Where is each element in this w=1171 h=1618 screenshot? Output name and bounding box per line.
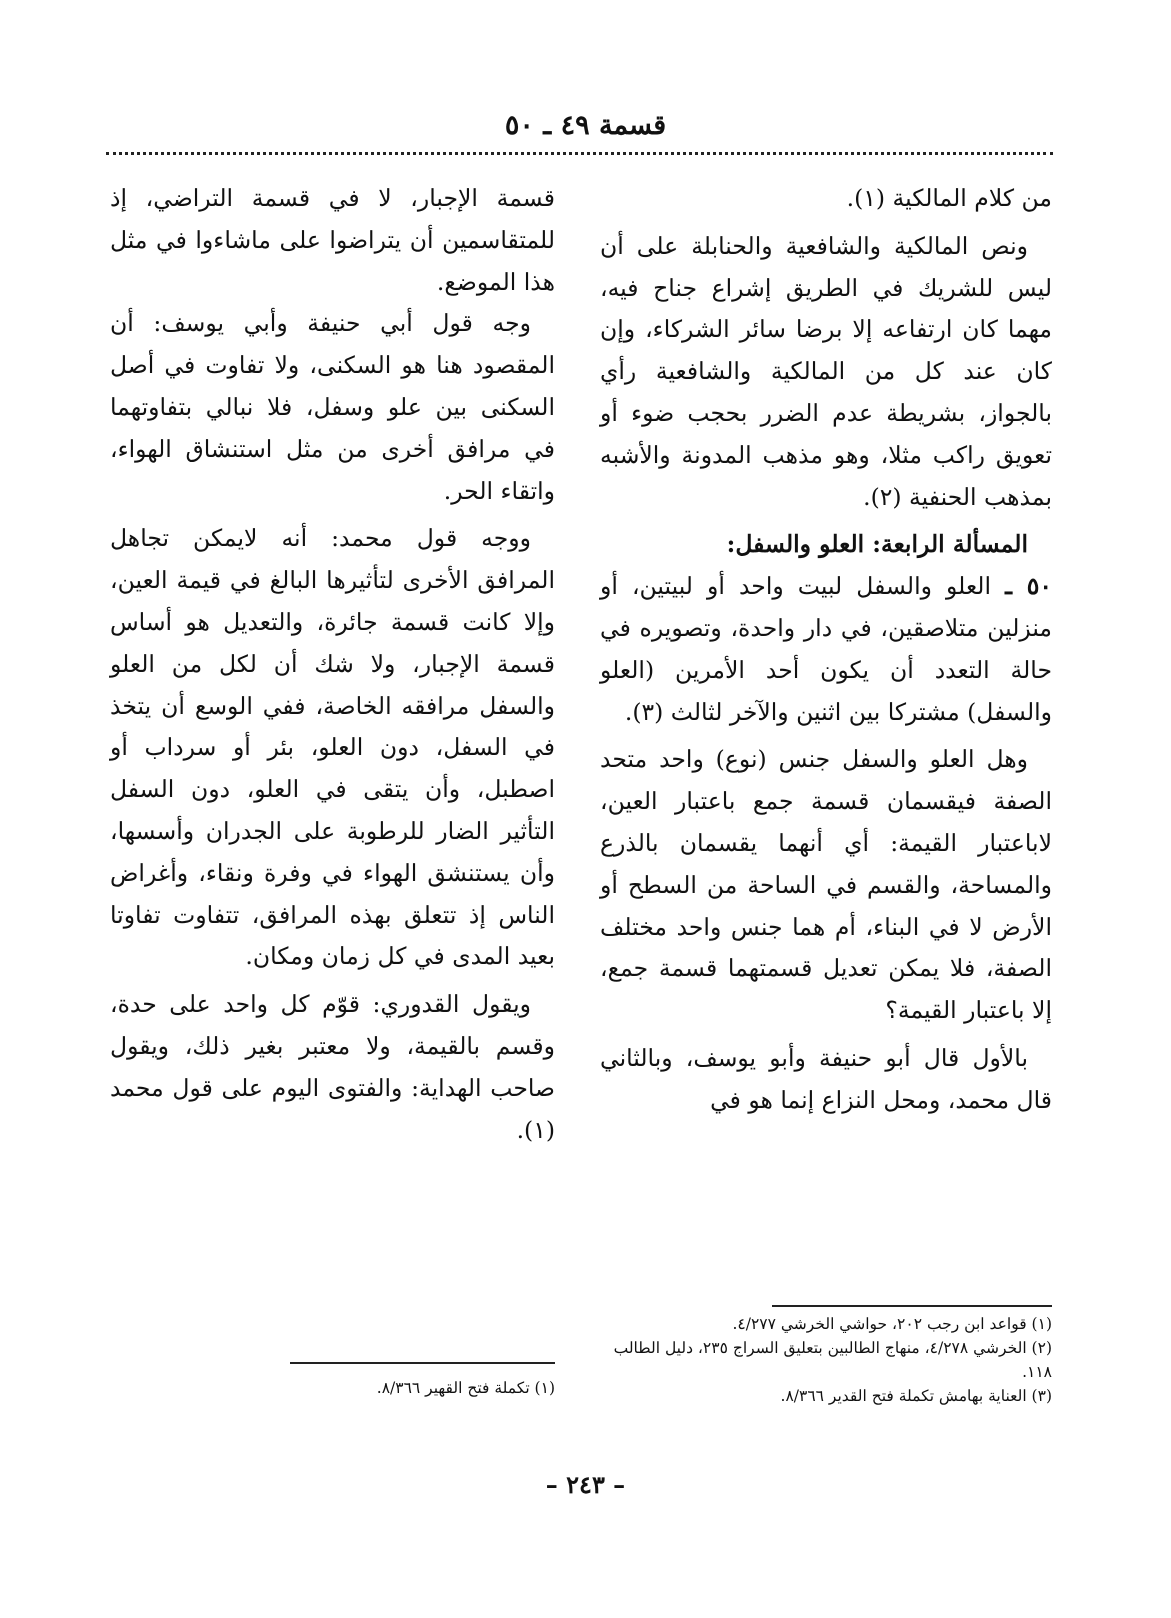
header-dotted-rule [106,152,1053,155]
right-footnote-rule [772,1305,1052,1307]
right-paragraph-2: ونص المالكية والشافعية والحنابلة على أن ليس للشريك في الطريق إشراع جناح فيه، مهما كان ارتفاعه إلا برضا سائر الشركاء، وإن كان عند كل من المالكية والشافعية رأي بالجواز، بشريطة عدم الضرر بحجب ضوء أو تعويق راكب مثلا، وهو مذهب المدونة والأشبه بمذهب الحنفية (٢). [600,231,1052,511]
left-paragraph-3: ووجه قول محمد: أنه لايمكن تجاهل المرافق الأخرى لتأثيرها البالغ في قيمة العين، وإلا كانت قسمة جائرة، والتعديل هو أساس قسمة الإجبار، ولا شك أن لكل من العلو والسفل مرافقه الخاصة، ففي الوسع أن يتخذ في السفل، دون العلو، بئر أو سرداب أو اصطبل، وأن يتقى في العلو، دون السفل التأثير الضار للرطوبة على الجدران وأسسها، وأن يستنشق الهواء في وفرة ونقاء، وأغراض الناس إذ تتعلق بهذه المرافق، تتفاوت تفاوتا بعيد المدى في كل زمان ومكان. [110,524,555,971]
right-paragraph-1: من كلام المالكية (١). [846,184,1052,212]
left-paragraph-1: قسمة الإجبار، لا في قسمة التراضي، إذ للمتقاسمين أن يتراضوا على ماشاءوا في مثل هذا الموضع. [110,184,555,296]
right-column [600,178,1052,1122]
right-paragraph-5: بالأول قال أبو حنيفة وأبو يوسف، وبالثاني قال محمد، ومحل النزاع إنما هو في [600,1043,1052,1114]
left-column [110,178,555,1151]
footnote-item: (١) قواعد ابن رجب ٢٠٢، حواشي الخرشي ٤/٢٧٧. [732,1315,1052,1333]
left-paragraph-2: وجه قول أبي حنيفة وأبي يوسف: أن المقصود هنا هو السكنى، ولا تفاوت في أصل السكنى بين علو وسفل، فلا نبالي بتفاوتهما في مرافق أخرى من مثل استنشاق الهواء، واتقاء الحر. [110,309,555,505]
footnote-item: (٣) العناية بهامش تكملة فتح القدير ٨/٣٦٦. [780,1387,1052,1405]
right-paragraph-3-text: العلو والسفل لبيت واحد أو لبيتين، أو منزلين متلاصقين، في دار واحدة، وتصويره في حالة التعدد أن يكون أحد الأمرين (العلو والسفل) مشتركا بين اثنين والآخر لثالث (٣). [600,572,1052,726]
right-footnotes [600,1312,1052,1408]
paragraph-number: ٥٠ ـ [1005,572,1052,601]
left-footnote-rule [290,1362,555,1364]
section-heading: المسألة الرابعة: العلو والسفل: [726,530,1028,559]
footnote-item: (١) تكملة فتح القهير ٨/٣٦٦. [376,1379,555,1397]
left-footnotes [110,1376,555,1400]
page-header-title: قسمة ٤٩ ـ ٥٠ [504,110,667,141]
footnote-item: (٢) الخرشي ٤/٢٧٨، منهاج الطالبين بتعليق السراج ٢٣٥، دليل الطالب ١١٨. [613,1339,1052,1381]
right-paragraph-4: وهل العلو والسفل جنس (نوع) واحد متحد الصفة فيقسمان قسمة جمع باعتبار العين، لاباعتبار القيمة: أي أنهما يقسمان بالذرع والمساحة، والقسم في الساحة من السطح أو الأرض لا في البناء، أم هما جنس واحد مختلف الصفة، فلا يمكن تعديل قسمتهما قسمة جمع، إلا باعتبار القيمة؟ [600,745,1052,1025]
right-paragraph-3 [600,566,1052,733]
left-paragraph-4: ويقول القدوري: قوّم كل واحد على حدة، وقسم بالقيمة، ولا معتبر بغير ذلك، ويقول صاحب الهداية: والفتوى اليوم على قول محمد (١). [110,990,555,1144]
page-number: – ٢٤٣ – [545,1470,626,1499]
